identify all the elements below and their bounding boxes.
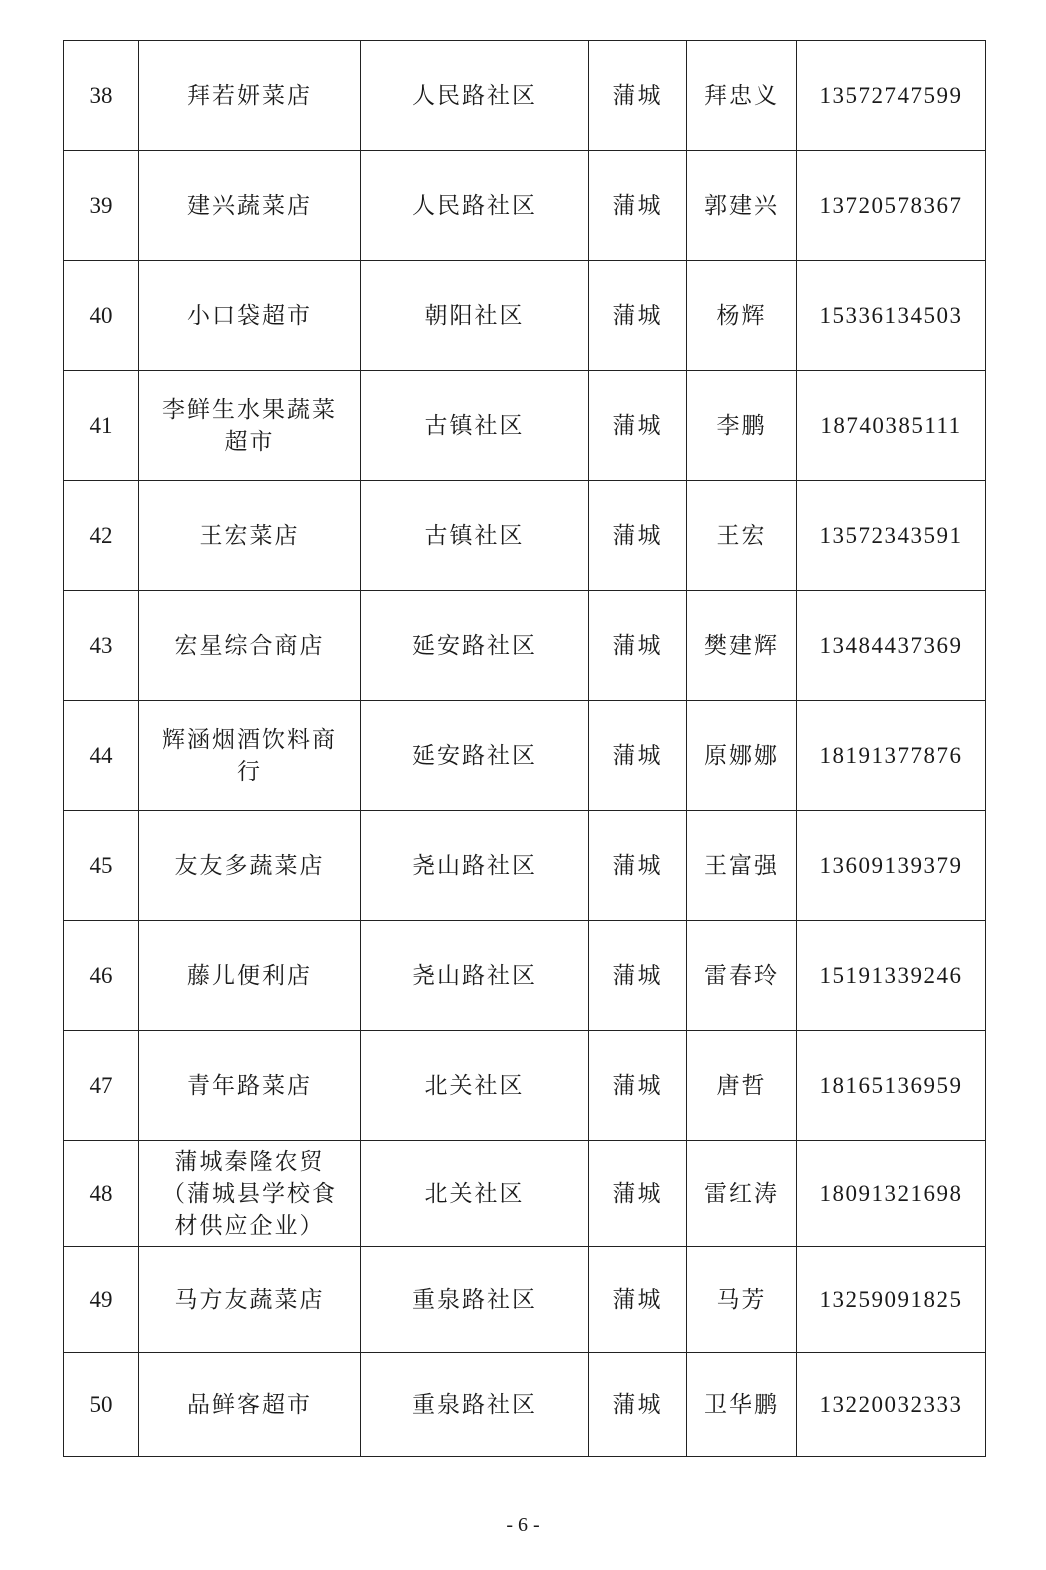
cell-community: 古镇社区 — [361, 481, 589, 591]
cell-community: 人民路社区 — [361, 41, 589, 151]
table-row — [64, 811, 986, 921]
cell-store-name: 藤儿便利店 — [139, 921, 361, 1031]
cell-store-name: 宏星综合商店 — [139, 591, 361, 701]
cell-area: 蒲城 — [589, 921, 687, 1031]
table-row — [64, 1031, 986, 1141]
cell-store-name: 李鲜生水果蔬菜超市 — [139, 371, 361, 481]
cell-community: 古镇社区 — [361, 371, 589, 481]
cell-contact-person: 郭建兴 — [687, 151, 797, 261]
cell-phone: 15191339246 — [797, 921, 986, 1031]
cell-contact-person: 雷春玲 — [687, 921, 797, 1031]
cell-area: 蒲城 — [589, 1247, 687, 1353]
cell-phone: 13484437369 — [797, 591, 986, 701]
cell-number: 43 — [64, 591, 139, 701]
cell-contact-person: 拜忠义 — [687, 41, 797, 151]
cell-phone: 18091321698 — [797, 1141, 986, 1247]
cell-community: 延安路社区 — [361, 701, 589, 811]
cell-number: 38 — [64, 41, 139, 151]
cell-store-name: 辉涵烟酒饮料商行 — [139, 701, 361, 811]
cell-store-name: 友友多蔬菜店 — [139, 811, 361, 921]
cell-store-name: 蒲城秦隆农贸（蒲城县学校食材供应企业） — [139, 1141, 361, 1247]
cell-contact-person: 唐哲 — [687, 1031, 797, 1141]
cell-area: 蒲城 — [589, 1141, 687, 1247]
cell-area: 蒲城 — [589, 151, 687, 261]
table-row — [64, 151, 986, 261]
table-body — [64, 41, 986, 1457]
cell-phone: 13259091825 — [797, 1247, 986, 1353]
cell-area: 蒲城 — [589, 261, 687, 371]
cell-area: 蒲城 — [589, 371, 687, 481]
cell-area: 蒲城 — [589, 591, 687, 701]
cell-number: 41 — [64, 371, 139, 481]
cell-community: 北关社区 — [361, 1141, 589, 1247]
cell-area: 蒲城 — [589, 481, 687, 591]
table-row — [64, 1247, 986, 1353]
cell-store-name: 王宏菜店 — [139, 481, 361, 591]
cell-store-name: 品鲜客超市 — [139, 1353, 361, 1457]
cell-number: 48 — [64, 1141, 139, 1247]
cell-community: 朝阳社区 — [361, 261, 589, 371]
cell-number: 47 — [64, 1031, 139, 1141]
cell-community: 延安路社区 — [361, 591, 589, 701]
cell-community: 尧山路社区 — [361, 811, 589, 921]
cell-area: 蒲城 — [589, 41, 687, 151]
table-row — [64, 591, 986, 701]
cell-number: 45 — [64, 811, 139, 921]
cell-number: 42 — [64, 481, 139, 591]
cell-area: 蒲城 — [589, 701, 687, 811]
table-row — [64, 41, 986, 151]
cell-number: 44 — [64, 701, 139, 811]
cell-contact-person: 王宏 — [687, 481, 797, 591]
cell-phone: 18740385111 — [797, 371, 986, 481]
cell-store-name: 拜若妍菜店 — [139, 41, 361, 151]
cell-community: 重泉路社区 — [361, 1247, 589, 1353]
cell-store-name: 青年路菜店 — [139, 1031, 361, 1141]
table-row — [64, 1141, 986, 1247]
store-list-table-container — [63, 40, 986, 1457]
store-list-table — [63, 40, 986, 1457]
cell-phone: 13220032333 — [797, 1353, 986, 1457]
cell-contact-person: 卫华鹏 — [687, 1353, 797, 1457]
cell-area: 蒲城 — [589, 1031, 687, 1141]
cell-contact-person: 王富强 — [687, 811, 797, 921]
cell-area: 蒲城 — [589, 1353, 687, 1457]
cell-community: 重泉路社区 — [361, 1353, 589, 1457]
cell-store-name: 建兴蔬菜店 — [139, 151, 361, 261]
table-row — [64, 921, 986, 1031]
cell-contact-person: 马芳 — [687, 1247, 797, 1353]
table-row — [64, 481, 986, 591]
cell-number: 50 — [64, 1353, 139, 1457]
cell-community: 尧山路社区 — [361, 921, 589, 1031]
cell-number: 46 — [64, 921, 139, 1031]
cell-phone: 18191377876 — [797, 701, 986, 811]
cell-phone: 15336134503 — [797, 261, 986, 371]
cell-contact-person: 李鹏 — [687, 371, 797, 481]
table-row — [64, 371, 986, 481]
cell-store-name: 马方友蔬菜店 — [139, 1247, 361, 1353]
cell-contact-person: 杨辉 — [687, 261, 797, 371]
cell-number: 39 — [64, 151, 139, 261]
cell-contact-person: 樊建辉 — [687, 591, 797, 701]
table-row — [64, 1353, 986, 1457]
cell-contact-person: 原娜娜 — [687, 701, 797, 811]
cell-number: 49 — [64, 1247, 139, 1353]
table-row — [64, 261, 986, 371]
cell-phone: 18165136959 — [797, 1031, 986, 1141]
cell-phone: 13720578367 — [797, 151, 986, 261]
cell-area: 蒲城 — [589, 811, 687, 921]
cell-community: 人民路社区 — [361, 151, 589, 261]
cell-phone: 13572747599 — [797, 41, 986, 151]
cell-contact-person: 雷红涛 — [687, 1141, 797, 1247]
cell-store-name: 小口袋超市 — [139, 261, 361, 371]
cell-community: 北关社区 — [361, 1031, 589, 1141]
page-number: - 6 - — [506, 1514, 540, 1536]
cell-phone: 13609139379 — [797, 811, 986, 921]
cell-phone: 13572343591 — [797, 481, 986, 591]
cell-number: 40 — [64, 261, 139, 371]
table-row — [64, 701, 986, 811]
